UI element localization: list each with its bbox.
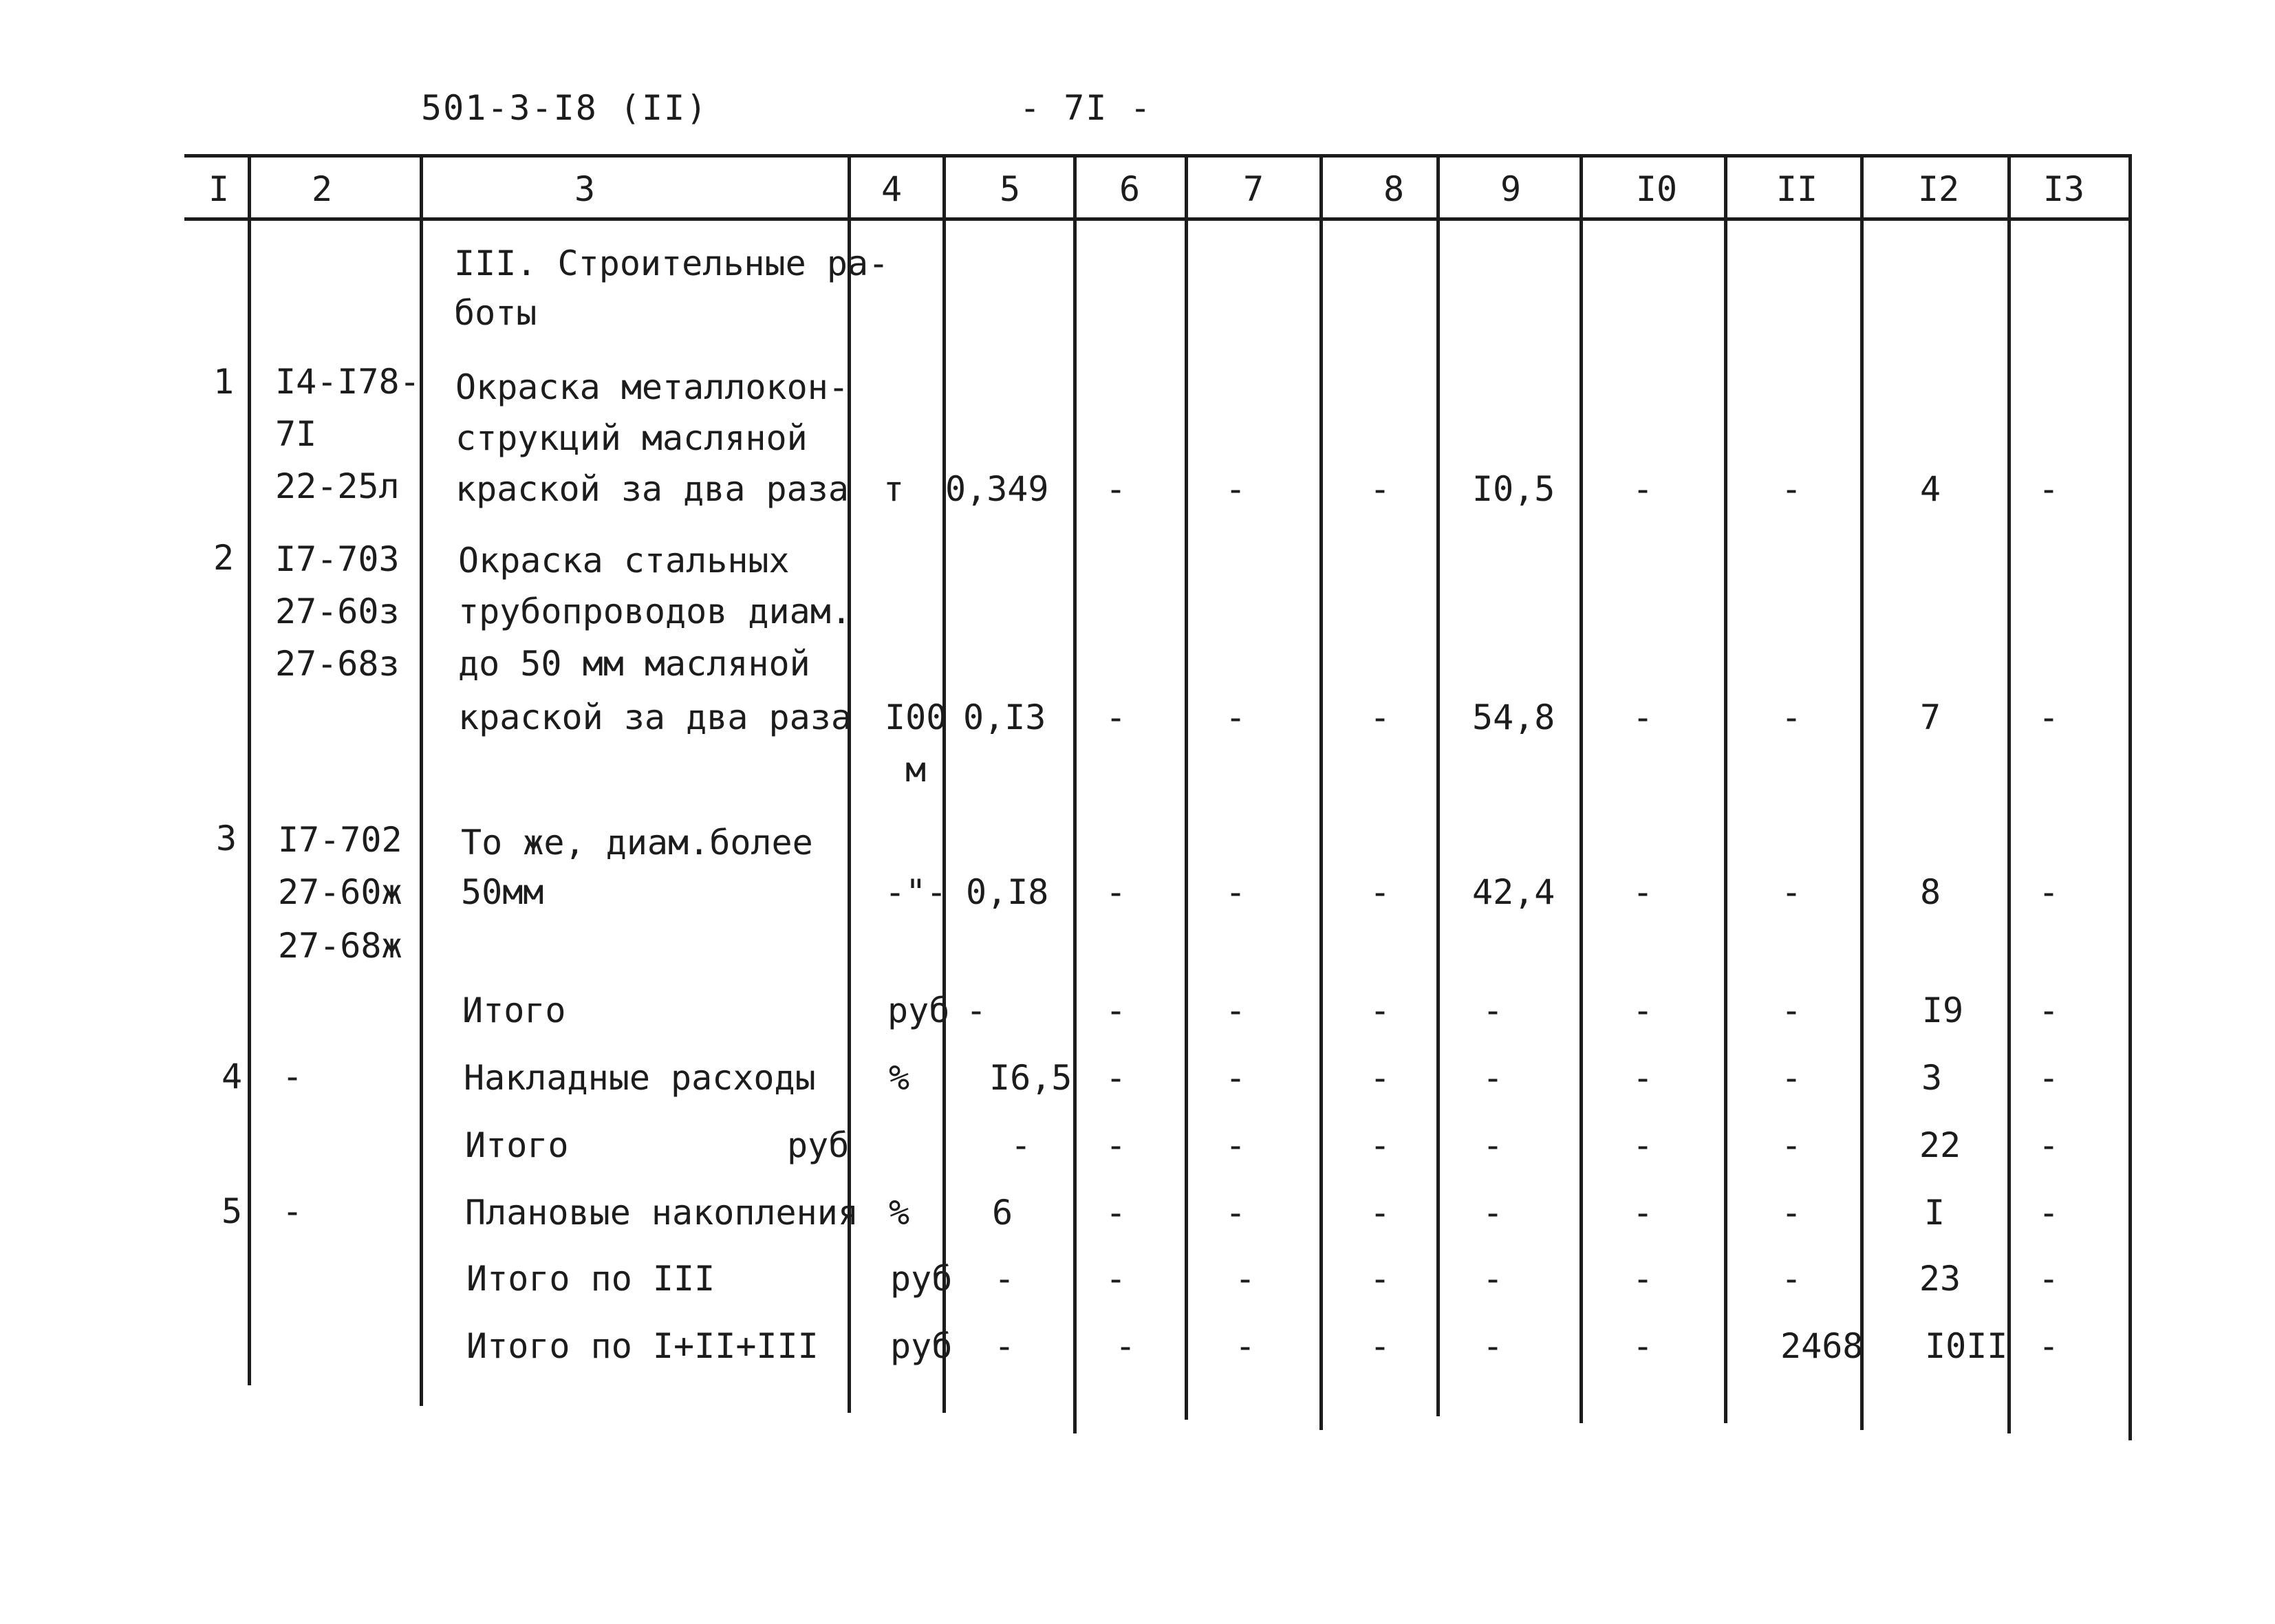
- row-quantity: 0,I3: [963, 697, 1046, 737]
- row-cell-6: -: [1105, 1193, 1127, 1233]
- row-cell-9: 42,4: [1472, 872, 1555, 912]
- column-header: I2: [1917, 169, 1960, 209]
- row-quantity: -: [1010, 1125, 1032, 1165]
- row-cell-11: -: [1780, 1125, 1802, 1165]
- table-top-rule: [184, 154, 2131, 158]
- row-cell-7: -: [1225, 872, 1247, 912]
- row-description-unit: руб: [787, 1125, 850, 1165]
- column-divider: [420, 154, 423, 1406]
- row-cell-13: -: [2038, 872, 2060, 912]
- row-description: То же, диам.более: [461, 823, 813, 863]
- row-number: 4: [222, 1057, 243, 1096]
- column-divider: [942, 154, 946, 1413]
- row-cell-6: -: [1105, 1125, 1127, 1165]
- row-unit: %: [889, 1058, 910, 1098]
- page-number: - 7I -: [1020, 88, 1152, 128]
- row-cell-12: I9: [1921, 990, 1964, 1030]
- row-code: -: [282, 1057, 303, 1096]
- row-description: 50мм: [461, 872, 544, 912]
- row-cell-9: I0,5: [1472, 469, 1555, 509]
- row-unit: руб: [890, 1259, 953, 1299]
- row-description: Итого: [462, 990, 566, 1030]
- row-unit: I00: [885, 697, 947, 737]
- row-cell-9: -: [1482, 1259, 1504, 1299]
- row-cell-8: -: [1369, 872, 1391, 912]
- row-description: Плановые накопления: [465, 1193, 859, 1233]
- row-cell-8: -: [1369, 469, 1391, 509]
- row-cell-8: -: [1369, 1058, 1391, 1098]
- row-cell-6: -: [1105, 1259, 1127, 1299]
- row-cell-11: 2468: [1780, 1326, 1864, 1366]
- row-cell-13: -: [2038, 697, 2060, 737]
- column-header: I0: [1635, 169, 1678, 209]
- row-description: Окраска металлокон-: [455, 367, 849, 407]
- column-header: 4: [881, 169, 903, 209]
- row-cell-13: -: [2038, 1193, 2060, 1233]
- row-quantity: I6,5: [989, 1058, 1072, 1098]
- document-code: 501-3-I8 (II): [421, 88, 709, 128]
- column-header: 5: [999, 169, 1021, 209]
- row-cell-8: -: [1369, 1193, 1391, 1233]
- row-code: 22-25л: [275, 466, 400, 506]
- row-number: 3: [216, 819, 237, 858]
- row-cell-9: -: [1482, 1058, 1504, 1098]
- row-cell-6: -: [1105, 469, 1127, 509]
- row-cell-13: -: [2038, 469, 2060, 509]
- row-cell-12: 8: [1919, 872, 1941, 912]
- row-cell-13: -: [2038, 1326, 2060, 1366]
- row-code: I7-702: [278, 820, 402, 860]
- row-number: 5: [222, 1191, 243, 1231]
- column-header: 2: [311, 169, 333, 209]
- row-cell-9: -: [1482, 1326, 1504, 1366]
- row-code: 27-60з: [275, 592, 400, 631]
- row-cell-12: 7: [1919, 697, 1941, 737]
- row-description: до 50 мм масляной: [458, 644, 810, 684]
- table-header-rule: [184, 217, 2131, 221]
- row-description: краской за два раза: [455, 469, 849, 509]
- row-code: I4-I78-: [275, 362, 420, 402]
- row-cell-7: -: [1234, 1259, 1256, 1299]
- column-divider: [1724, 154, 1727, 1423]
- row-quantity: -: [966, 990, 987, 1030]
- row-cell-11: -: [1780, 990, 1802, 1030]
- row-description: краской за два раза: [458, 697, 852, 737]
- section-title: боты: [454, 293, 537, 333]
- row-cell-12: 4: [1919, 469, 1941, 509]
- row-description: Итого по III: [466, 1259, 715, 1299]
- row-cell-9: -: [1482, 990, 1504, 1030]
- column-divider: [1319, 154, 1323, 1430]
- row-cell-10: -: [1632, 697, 1654, 737]
- row-cell-7: -: [1225, 697, 1247, 737]
- row-cell-8: -: [1369, 990, 1391, 1030]
- row-description: трубопроводов диам.: [458, 592, 852, 631]
- column-header: 7: [1242, 169, 1264, 209]
- row-code: 27-60ж: [278, 872, 402, 912]
- row-cell-12: I: [1923, 1193, 1945, 1233]
- row-description: Итого: [465, 1125, 569, 1165]
- row-unit: руб: [890, 1326, 953, 1366]
- row-unit: руб: [887, 990, 950, 1030]
- row-cell-10: -: [1632, 990, 1654, 1030]
- row-cell-6: -: [1105, 872, 1127, 912]
- row-cell-12: 23: [1919, 1259, 1961, 1299]
- row-cell-7: -: [1234, 1326, 1256, 1366]
- row-cell-12: 22: [1919, 1125, 1961, 1165]
- row-cell-7: -: [1225, 990, 1247, 1030]
- row-cell-12: 3: [1921, 1058, 1943, 1098]
- column-header: I3: [2042, 169, 2085, 209]
- row-quantity: -: [993, 1326, 1015, 1366]
- row-code: -: [282, 1191, 303, 1231]
- row-number: 2: [213, 538, 235, 578]
- row-cell-6: -: [1105, 1058, 1127, 1098]
- column-divider: [1185, 154, 1188, 1420]
- row-cell-6: -: [1105, 697, 1127, 737]
- row-code: I7-703: [275, 539, 400, 579]
- column-divider: [1860, 154, 1864, 1430]
- row-cell-11: -: [1780, 469, 1802, 509]
- row-cell-10: -: [1632, 1058, 1654, 1098]
- row-unit: т: [883, 469, 905, 509]
- row-cell-8: -: [1369, 1326, 1391, 1366]
- row-cell-6: -: [1114, 1326, 1136, 1366]
- row-cell-7: -: [1225, 469, 1247, 509]
- column-divider: [2007, 154, 2011, 1433]
- row-description: Накладные расходы: [464, 1058, 816, 1098]
- column-header: 8: [1383, 169, 1405, 209]
- row-cell-9: -: [1482, 1193, 1504, 1233]
- row-cell-10: -: [1632, 872, 1654, 912]
- row-cell-8: -: [1369, 1125, 1391, 1165]
- row-quantity: 0,349: [945, 469, 1049, 509]
- column-divider: [1073, 154, 1077, 1433]
- row-cell-13: -: [2038, 1058, 2060, 1098]
- row-cell-11: -: [1780, 697, 1802, 737]
- row-unit: м: [905, 750, 927, 790]
- row-cell-11: -: [1780, 1193, 1802, 1233]
- row-code: 27-68з: [275, 644, 400, 684]
- column-divider: [2128, 154, 2132, 1440]
- column-divider: [248, 154, 251, 1385]
- row-cell-10: -: [1632, 1259, 1654, 1299]
- row-cell-11: -: [1780, 1058, 1802, 1098]
- row-code: 7I: [275, 414, 317, 454]
- row-number: 1: [213, 362, 235, 402]
- row-cell-13: -: [2038, 1125, 2060, 1165]
- row-cell-6: -: [1105, 990, 1127, 1030]
- column-header: 9: [1500, 169, 1522, 209]
- row-description: Итого по I+II+III: [466, 1326, 819, 1366]
- row-unit: -"-: [885, 872, 947, 912]
- row-code: 27-68ж: [278, 926, 402, 966]
- column-header: 3: [574, 169, 596, 209]
- row-description: струкций масляной: [455, 418, 808, 458]
- row-cell-12: I0II: [1925, 1326, 2008, 1366]
- row-cell-10: -: [1632, 1125, 1654, 1165]
- row-quantity: -: [993, 1259, 1015, 1299]
- row-cell-10: -: [1632, 1326, 1654, 1366]
- row-cell-7: -: [1225, 1125, 1247, 1165]
- row-cell-10: -: [1632, 1193, 1654, 1233]
- row-cell-8: -: [1369, 697, 1391, 737]
- row-cell-7: -: [1225, 1058, 1247, 1098]
- row-cell-10: -: [1632, 469, 1654, 509]
- row-cell-13: -: [2038, 1259, 2060, 1299]
- column-divider: [1579, 154, 1583, 1423]
- row-cell-9: 54,8: [1472, 697, 1555, 737]
- column-header: 6: [1119, 169, 1141, 209]
- row-cell-11: -: [1780, 1259, 1802, 1299]
- row-cell-13: -: [2038, 990, 2060, 1030]
- row-unit: %: [889, 1193, 910, 1233]
- row-description: Окраска стальных: [458, 541, 790, 581]
- column-header: II: [1776, 169, 1818, 209]
- column-divider: [1436, 154, 1440, 1416]
- row-quantity: 0,I8: [966, 872, 1049, 912]
- row-cell-7: -: [1225, 1193, 1247, 1233]
- row-cell-11: -: [1780, 872, 1802, 912]
- column-header: I: [208, 169, 230, 209]
- row-cell-8: -: [1369, 1259, 1391, 1299]
- row-cell-9: -: [1482, 1125, 1504, 1165]
- section-title: III. Строительные ра-: [454, 243, 889, 283]
- row-quantity: 6: [992, 1193, 1013, 1233]
